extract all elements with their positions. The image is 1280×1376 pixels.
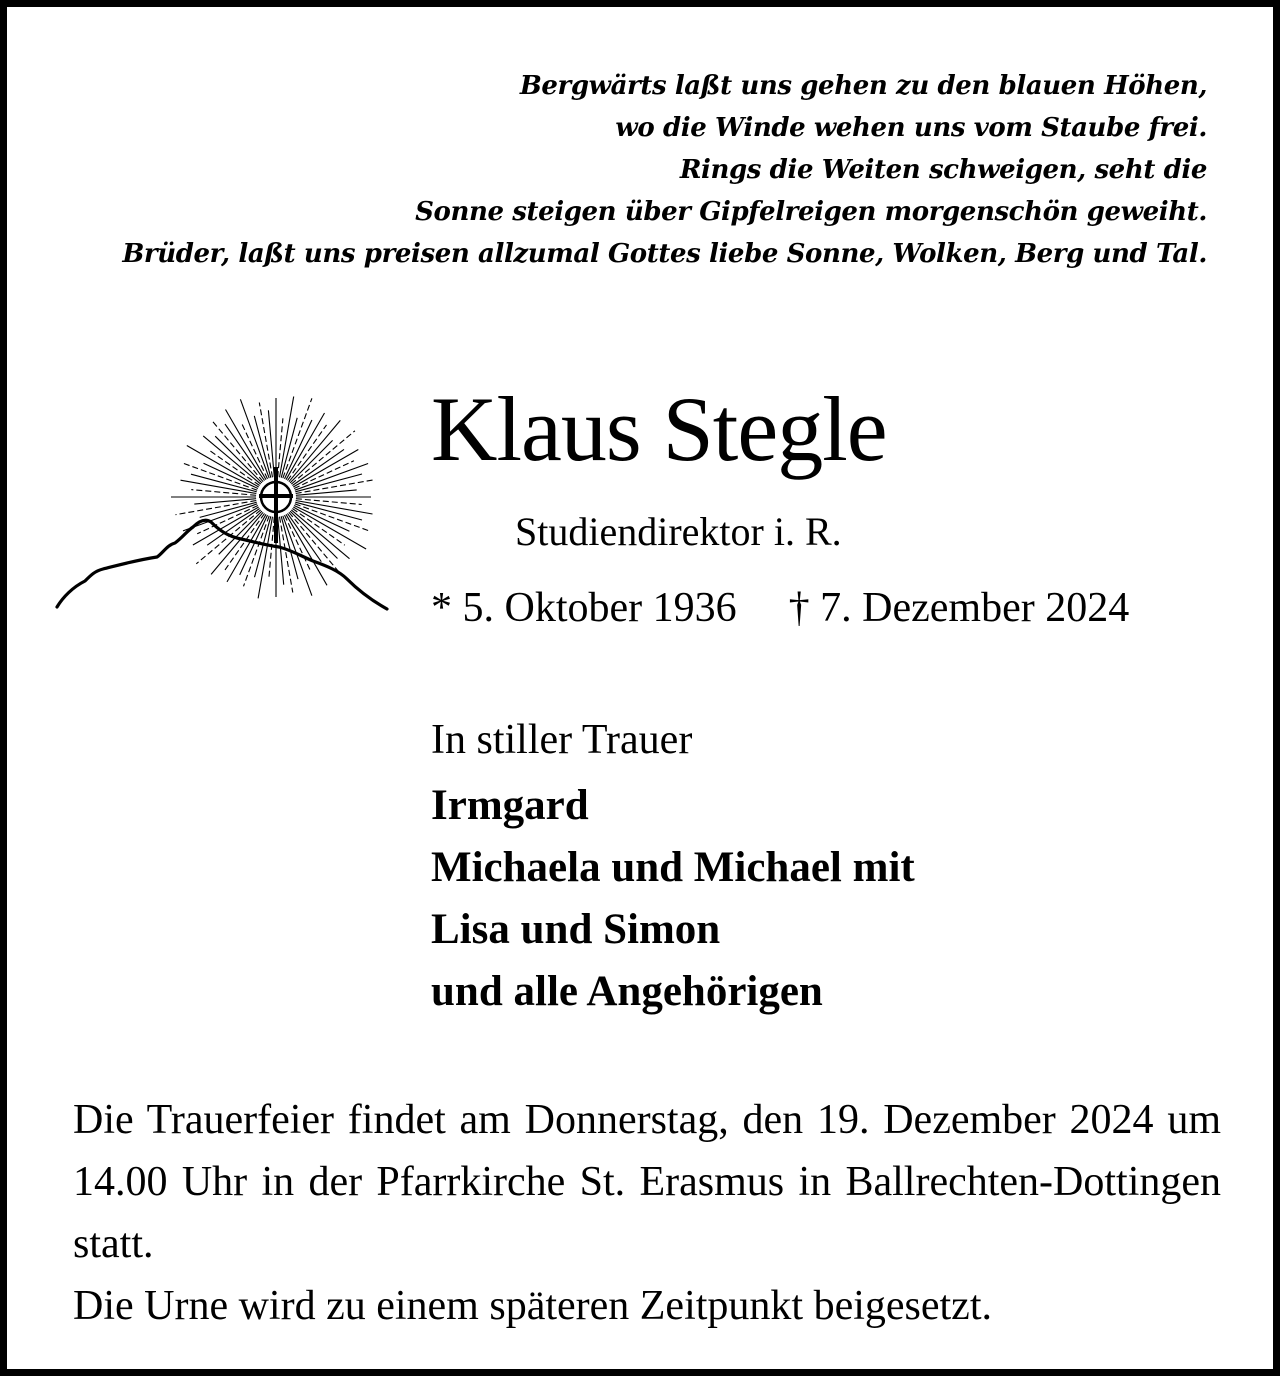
mourner-list [431,775,915,1023]
mourner-name: Lisa und Simon [431,906,721,953]
birth-date: * 5. Oktober 1936 [431,585,737,631]
mourner-name: Irmgard [431,782,589,829]
poem-line: Sonne steigen über Gipfelreigen morgenschön geweiht. [415,197,1207,227]
poem [122,65,1207,275]
death-date: † 7. Dezember 2024 [788,585,1130,631]
deceased-title: Studiendirektor i. R. [515,509,842,554]
funeral-service-text: Die Trauerfeier findet am Donnerstag, den 19. Dezember 2024 um 14.00 Uhr in der Pfarrkirche St. Erasmus in Ballrechten-Dottingen statt. [73,1097,1221,1267]
mountain-cross-sunburst-icon [51,385,393,617]
mourning-intro: In stiller Trauer [431,717,693,763]
poem-line: Rings die Weiten schweigen, seht die [679,155,1207,185]
urn-note: Die Urne wird zu einem späteren Zeitpunkt beigesetzt. [73,1283,992,1329]
poem-line: Brüder, laßt uns preisen allzumal Gottes liebe Sonne, Wolken, Berg und Tal. [122,239,1207,269]
deceased-name: Klaus Stegle [431,378,887,480]
life-dates [431,581,1129,635]
mourner-name: Michaela und Michael mit [431,844,915,891]
mourner-name: und alle Angehörigen [431,968,823,1015]
poem-line: wo die Winde wehen uns vom Staube frei. [615,113,1207,143]
poem-line: Bergwärts laßt uns gehen zu den blauen Höhen, [519,71,1207,101]
